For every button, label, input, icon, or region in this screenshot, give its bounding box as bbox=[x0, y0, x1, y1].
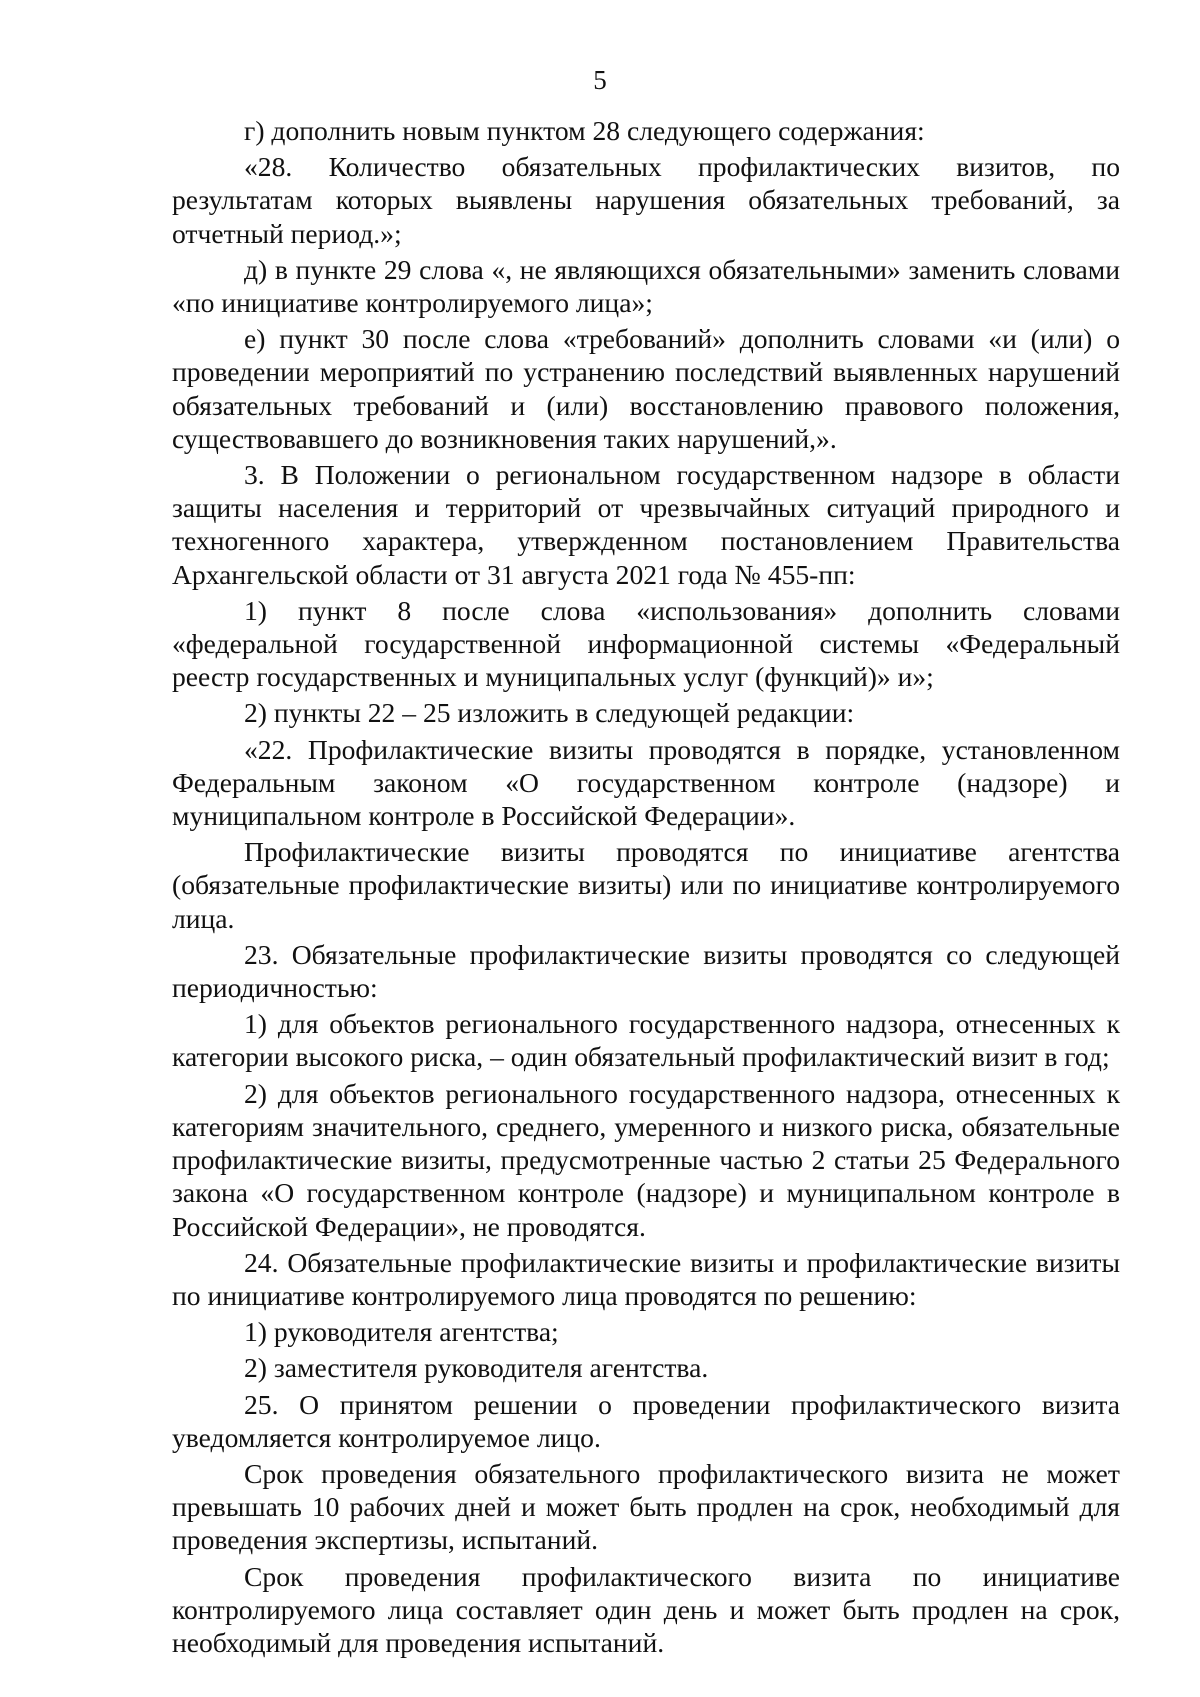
document-body bbox=[172, 114, 1120, 1662]
paragraph-deputy-head: 2) заместителя руководителя агентства. bbox=[244, 1352, 709, 1384]
paragraph-head-of-agency: 1) руководителя агентства; bbox=[244, 1316, 559, 1348]
paragraph-mandatory-visit-term: Срок проведения обязательного профилактического визита не может превышать 10 рабочих дней и может быть продлен на срок, необходимый для проведения экспертизы, испытаний. bbox=[172, 1457, 1120, 1556]
paragraph-item-24: 24. Обязательные профилактические визиты и профилактические визиты по инициативе контролируемого лица проводятся по решению: bbox=[172, 1246, 1120, 1311]
paragraph-subitem-1: 1) пункт 8 после слова «использования» дополнить словами «федеральной государственной информационной системы «Федеральный реестр государственных и муниципальных услуг (функций)» и»; bbox=[172, 594, 1120, 693]
paragraph-item-25: 25. О принятом решении о проведении профилактического визита уведомляется контролируемое лицо. bbox=[172, 1388, 1120, 1453]
paragraph-other-risk: 2) для объектов регионального государственного надзора, отнесенных к категориям значительного, среднего, умеренного и низкого риска, обязательные профилактические визиты, предусмотренные частью 2 статьи 25 Федерального закона «О государственном контроле (надзоре) и муниципальном контроле в Российской Федерации», не проводятся. bbox=[172, 1077, 1120, 1242]
paragraph-amendment-d: д) в пункте 29 слова «, не являющихся обязательными» заменить словами «по инициативе контролируемого лица»; bbox=[172, 253, 1120, 319]
paragraph-subitem-2: 2) пункты 22 – 25 изложить в следующей редакции: bbox=[244, 697, 855, 729]
paragraph-amendment-e: е) пункт 30 после слова «требований» дополнить словами «и (или) о проведении мероприятий по устранению последствий выявленных нарушений обязательных требований и (или) восстановлению правового положения, существовавшего до возникновения таких нарушений,». bbox=[172, 323, 1120, 454]
paragraph-visits-initiative: Профилактические визиты проводятся по инициативе агентства (обязательные профилактические визиты) или по инициативе контролируемого лица. bbox=[172, 836, 1120, 934]
paragraph-item-22: «22. Профилактические визиты проводятся в порядке, установленном Федеральным законом «О государственном контроле (надзоре) и муниципальном контроле в Российской Федерации». bbox=[172, 733, 1120, 832]
paragraph-amendment-g: г) дополнить новым пунктом 28 следующего содержания: bbox=[244, 115, 925, 146]
page-number: 5 bbox=[593, 65, 607, 95]
paragraph-initiative-visit-term: Срок проведения профилактического визита по инициативе контролируемого лица составляет один день и может быть продлен на срок, необходимый для проведения испытаний. bbox=[172, 1560, 1120, 1658]
paragraph-section-3: 3. В Положении о региональном государственном надзоре в области защиты населения и территорий от чрезвычайных ситуаций природного и техногенного характера, утвержденном постановлением Правительства Архангельской области от 31 августа 2021 года № 455-пп: bbox=[172, 459, 1120, 590]
paragraph-item-23: 23. Обязательные профилактические визиты проводятся со следующей периодичностью: bbox=[172, 938, 1120, 1004]
paragraph-high-risk: 1) для объектов регионального государственного надзора, отнесенных к категории высокого риска, – один обязательный профилактический визит в год; bbox=[172, 1008, 1120, 1073]
paragraph-item-28: «28. Количество обязательных профилактических визитов, по результатам которых выявлены нарушения обязательных требований, за отчетный период.»; bbox=[172, 151, 1120, 249]
